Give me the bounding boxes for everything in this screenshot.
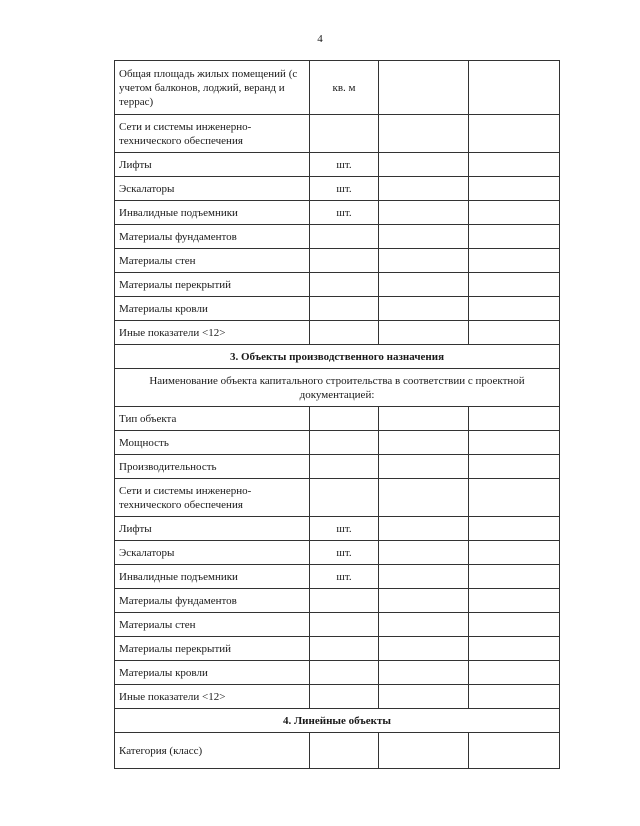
table-row: [115, 565, 560, 589]
value-cell: [379, 273, 469, 297]
value-cell: [469, 431, 560, 455]
unit-cell: шт.: [310, 517, 379, 541]
unit-cell: [310, 589, 379, 613]
indicator-name: Общая площадь жилых помещений (с учетом балконов, лоджий, веранд и террас): [115, 61, 310, 115]
value-cell: [379, 115, 469, 153]
unit-cell: [310, 225, 379, 249]
value-cell: [469, 407, 560, 431]
value-cell: [469, 273, 560, 297]
indicator-name: Сети и системы инженерно-технического обеспечения: [115, 115, 310, 153]
indicator-name: Инвалидные подъемники: [115, 201, 310, 225]
value-cell: [379, 479, 469, 517]
value-cell: [379, 613, 469, 637]
unit-cell: шт.: [310, 541, 379, 565]
unit-cell: [310, 733, 379, 769]
unit-cell: [310, 685, 379, 709]
indicator-name: Категория (класс): [115, 733, 310, 769]
table-row: [115, 115, 560, 153]
indicator-name: Материалы фундаментов: [115, 225, 310, 249]
value-cell: [379, 733, 469, 769]
table-row: [115, 273, 560, 297]
table-row: [115, 153, 560, 177]
table-row: [115, 541, 560, 565]
value-cell: [469, 565, 560, 589]
value-cell: [379, 297, 469, 321]
indicator-name: Материалы стен: [115, 249, 310, 273]
value-cell: [379, 153, 469, 177]
table-row: [115, 177, 560, 201]
table-row: [115, 455, 560, 479]
unit-cell: [310, 431, 379, 455]
unit-cell: [310, 613, 379, 637]
unit-cell: [310, 249, 379, 273]
value-cell: [379, 249, 469, 273]
table-row: [115, 589, 560, 613]
value-cell: [379, 661, 469, 685]
table-row: [115, 637, 560, 661]
indicator-name: Материалы фундаментов: [115, 589, 310, 613]
value-cell: [379, 321, 469, 345]
value-cell: [469, 225, 560, 249]
table-row: [115, 479, 560, 517]
value-cell: [469, 613, 560, 637]
table-row: [115, 733, 560, 769]
section-header-row: [115, 345, 560, 369]
value-cell: [379, 565, 469, 589]
value-cell: [379, 225, 469, 249]
table-row: [115, 661, 560, 685]
value-cell: [469, 115, 560, 153]
table-row: [115, 61, 560, 115]
unit-cell: [310, 479, 379, 517]
value-cell: [379, 61, 469, 115]
value-cell: [379, 431, 469, 455]
section-3-title: 3. Объекты производственного назначения: [115, 345, 560, 369]
value-cell: [469, 177, 560, 201]
value-cell: [379, 407, 469, 431]
value-cell: [379, 589, 469, 613]
indicator-name: Эскалаторы: [115, 541, 310, 565]
table-row: [115, 321, 560, 345]
value-cell: [469, 589, 560, 613]
unit-cell: [310, 273, 379, 297]
indicator-name: Эскалаторы: [115, 177, 310, 201]
table-row: [115, 613, 560, 637]
indicator-name: Материалы кровли: [115, 297, 310, 321]
indicator-name: Инвалидные подъемники: [115, 565, 310, 589]
unit-cell: кв. м: [310, 61, 379, 115]
unit-cell: [310, 661, 379, 685]
value-cell: [379, 685, 469, 709]
unit-cell: [310, 637, 379, 661]
page-number: 4: [317, 33, 323, 45]
indicator-name: Материалы кровли: [115, 661, 310, 685]
value-cell: [469, 297, 560, 321]
object-indicators-table: [114, 60, 560, 769]
value-cell: [379, 455, 469, 479]
value-cell: [379, 517, 469, 541]
table-row: [115, 431, 560, 455]
value-cell: [469, 637, 560, 661]
unit-cell: шт.: [310, 565, 379, 589]
value-cell: [469, 249, 560, 273]
unit-cell: шт.: [310, 201, 379, 225]
value-cell: [469, 517, 560, 541]
value-cell: [379, 541, 469, 565]
unit-cell: [310, 115, 379, 153]
value-cell: [469, 61, 560, 115]
value-cell: [469, 541, 560, 565]
value-cell: [469, 455, 560, 479]
indicator-name: Иные показатели <12>: [115, 321, 310, 345]
value-cell: [469, 733, 560, 769]
table-row: [115, 297, 560, 321]
value-cell: [379, 177, 469, 201]
unit-cell: [310, 455, 379, 479]
table-row: [115, 201, 560, 225]
table-row: [115, 517, 560, 541]
unit-cell: шт.: [310, 153, 379, 177]
value-cell: [379, 637, 469, 661]
indicator-name: Лифты: [115, 153, 310, 177]
indicator-name: Мощность: [115, 431, 310, 455]
unit-cell: [310, 297, 379, 321]
indicator-name: Лифты: [115, 517, 310, 541]
indicator-name: Сети и системы инженерно-технического обеспечения: [115, 479, 310, 517]
indicator-name: Материалы стен: [115, 613, 310, 637]
indicator-name: Материалы перекрытий: [115, 273, 310, 297]
value-cell: [469, 321, 560, 345]
value-cell: [469, 153, 560, 177]
section-3-subheading: Наименование объекта капитального строительства в соответствии с проектной документацией:: [115, 369, 560, 407]
unit-cell: [310, 407, 379, 431]
table-row: [115, 407, 560, 431]
unit-cell: шт.: [310, 177, 379, 201]
table-row: [115, 685, 560, 709]
table-row: [115, 225, 560, 249]
value-cell: [469, 685, 560, 709]
value-cell: [379, 201, 469, 225]
value-cell: [469, 201, 560, 225]
value-cell: [469, 661, 560, 685]
indicator-name: Иные показатели <12>: [115, 685, 310, 709]
unit-cell: [310, 321, 379, 345]
section-subheading-row: [115, 369, 560, 407]
indicator-name: Тип объекта: [115, 407, 310, 431]
section-header-row: [115, 709, 560, 733]
value-cell: [469, 479, 560, 517]
indicator-name: Производительность: [115, 455, 310, 479]
indicator-name: Материалы перекрытий: [115, 637, 310, 661]
section-4-title: 4. Линейные объекты: [115, 709, 560, 733]
table-row: [115, 249, 560, 273]
